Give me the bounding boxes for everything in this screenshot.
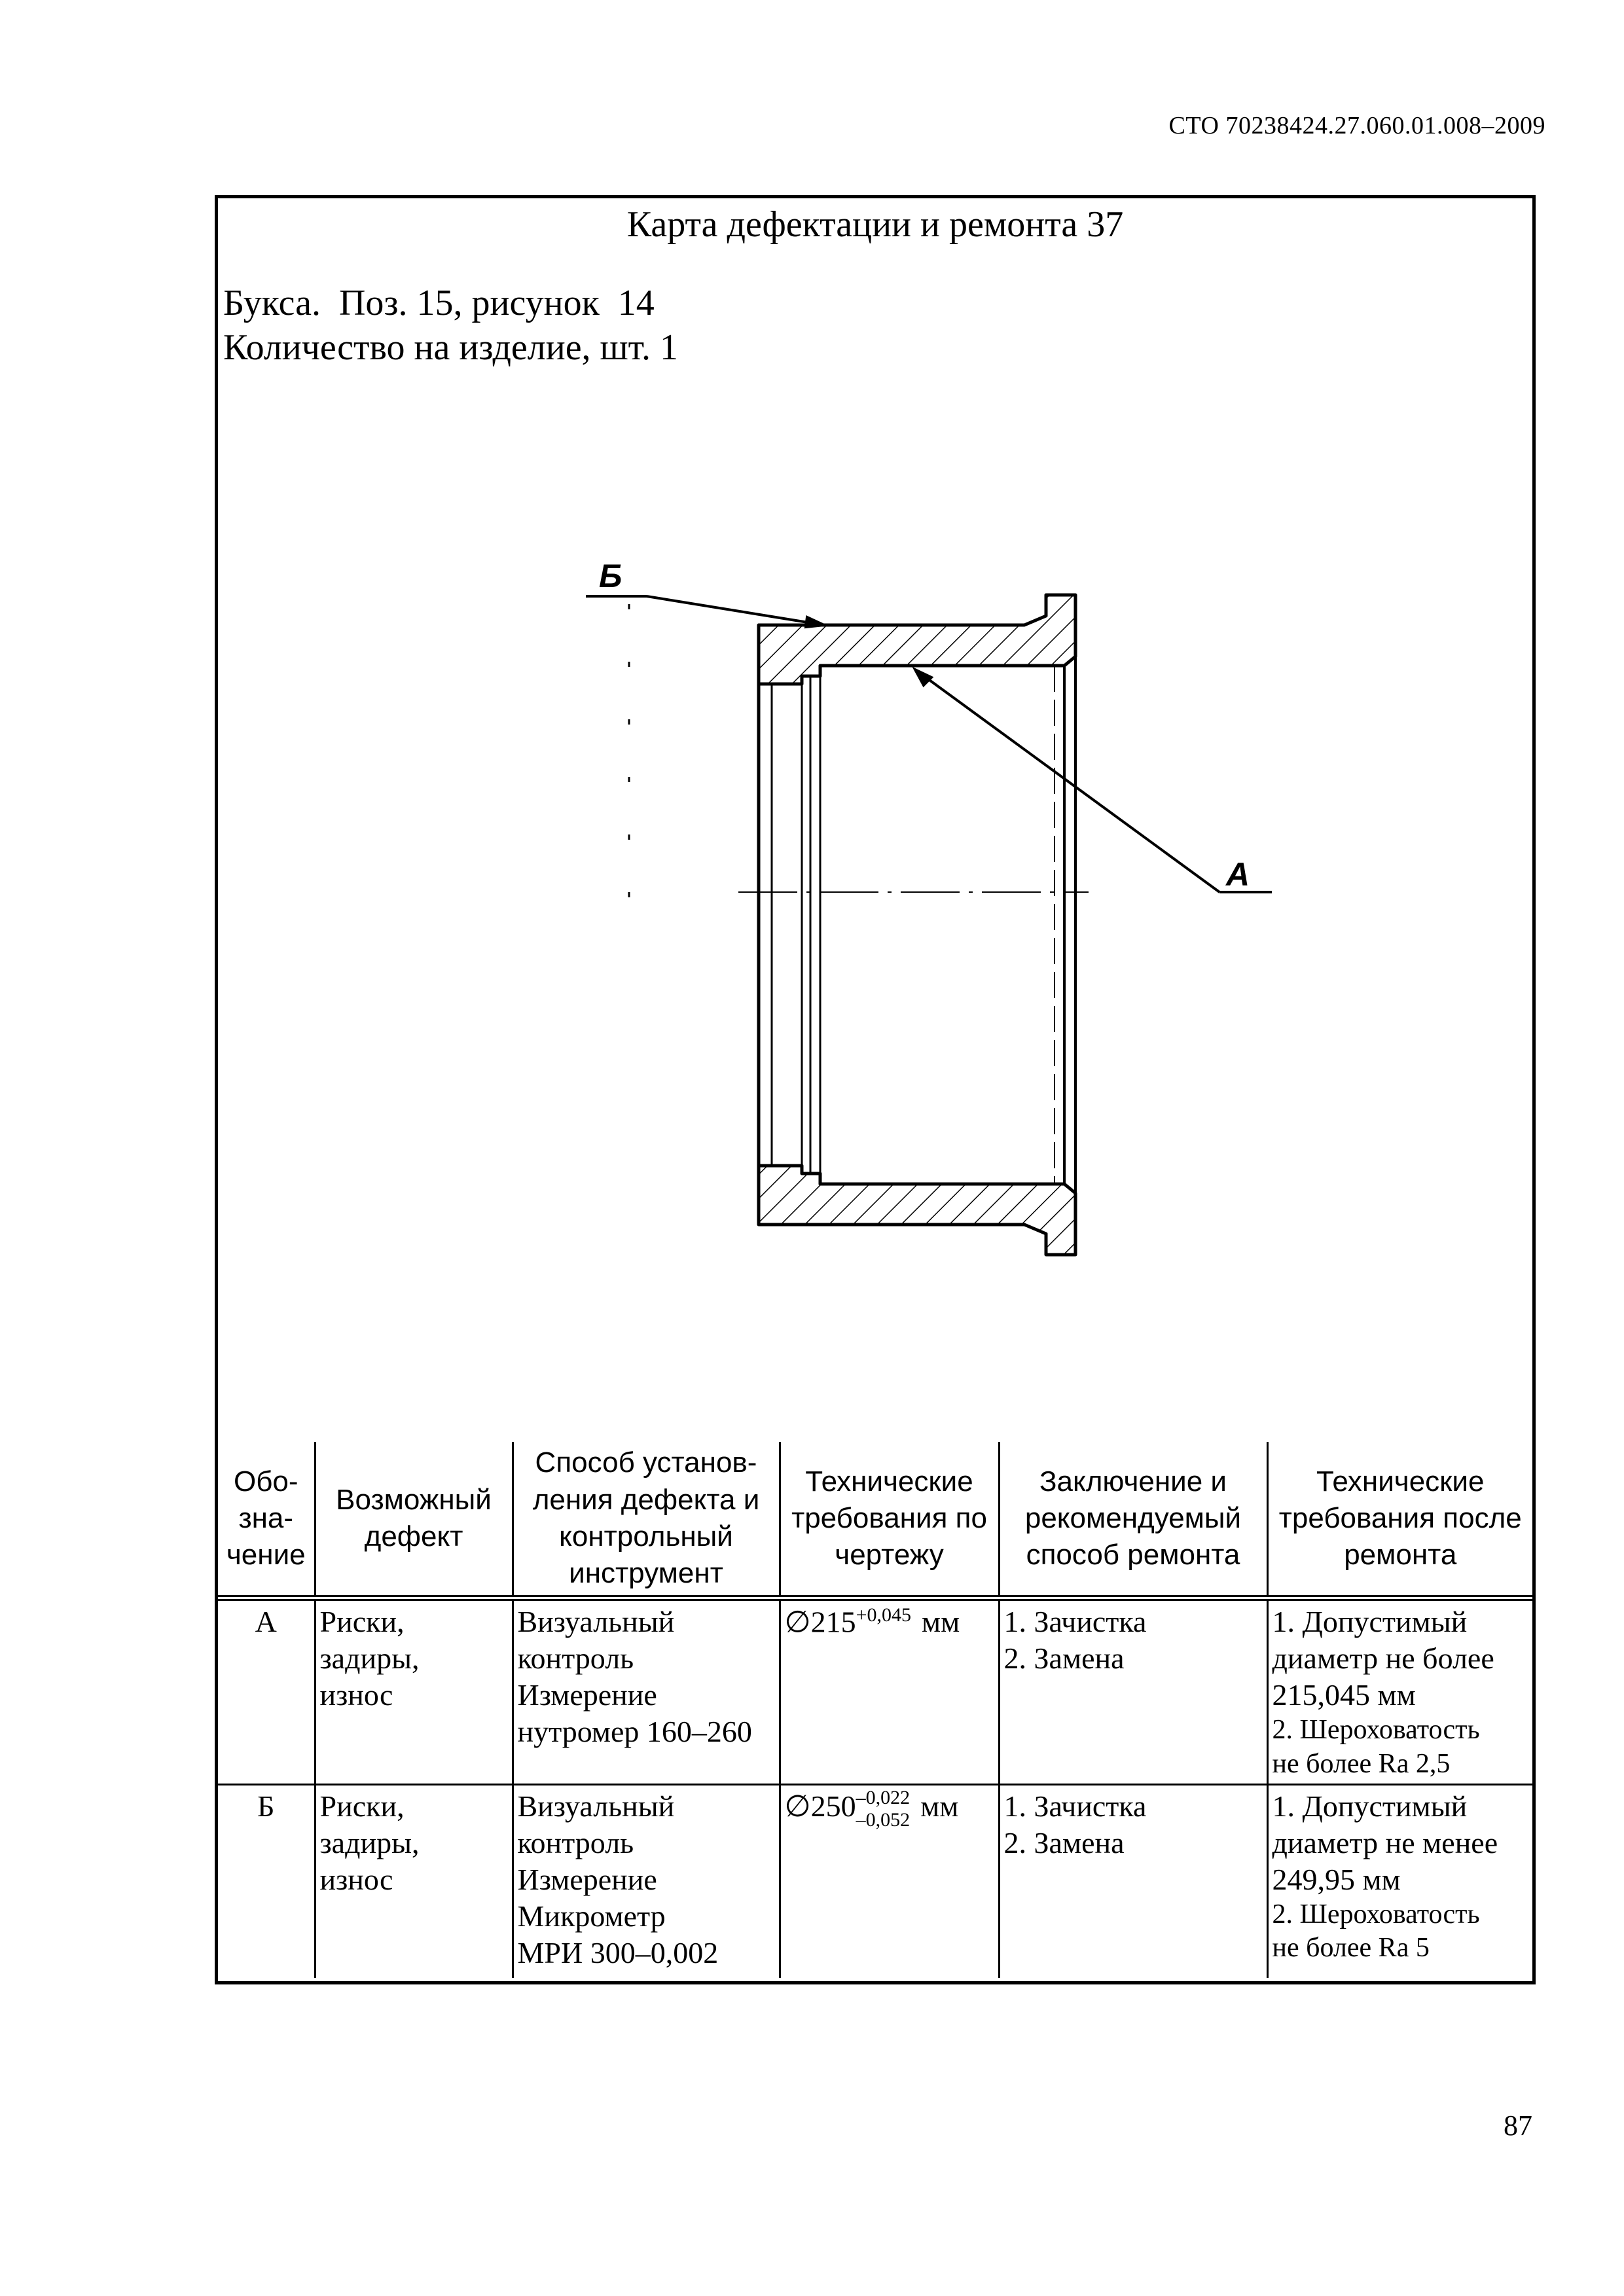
table-header-row	[218, 1442, 1532, 1598]
row-b-defect-line: износ	[319, 1863, 393, 1897]
bushing-drawing	[218, 198, 1532, 1435]
header-drawing-requirements	[780, 1442, 999, 1598]
card-title: Карта дефектации и ремонта 37	[626, 204, 1124, 245]
row-a-defect-line: Риски,	[319, 1605, 405, 1638]
row-a-defect	[315, 1598, 513, 1785]
header-drawing-requirements-text: Технические требования по чертежу	[791, 1465, 987, 1571]
row-b-method-line: контроль	[517, 1825, 634, 1859]
table-row	[218, 1784, 1532, 1978]
row-a-after-repair	[1267, 1598, 1532, 1785]
defect-table	[218, 1442, 1532, 1978]
row-a-method-line: Визуальный	[517, 1605, 675, 1638]
header-method-text: Способ установ- ления дефекта и контрольный инструмент	[532, 1446, 760, 1590]
row-b-tolerance-upper: –0,022	[856, 1786, 911, 1808]
row-a-defect-line: задиры,	[319, 1641, 420, 1676]
table-row	[218, 1598, 1532, 1785]
row-b-defect-line: Риски,	[319, 1789, 405, 1823]
row-b-tolerance-lower: –0,052	[856, 1808, 911, 1831]
row-a-after-line: 215,045 мм	[1272, 1678, 1416, 1712]
header-designation	[218, 1442, 315, 1598]
row-b-repair	[999, 1784, 1267, 1978]
row-a-repair-line: 1. Зачистка	[1003, 1605, 1147, 1638]
row-a-after-line: 2. Шероховатость	[1272, 1715, 1480, 1746]
header-method	[513, 1442, 780, 1598]
row-b-method-line: Измерение	[517, 1863, 657, 1897]
row-a-unit: мм	[922, 1605, 960, 1639]
row-a-tolerance-upper: +0,045	[856, 1604, 911, 1626]
row-b-repair-line: 1. Зачистка	[1003, 1789, 1147, 1823]
row-a-method-line: нутромер 160–260	[517, 1715, 752, 1749]
row-a-mark: А	[218, 1598, 315, 1785]
defect-card-frame	[215, 195, 1536, 1984]
row-b-method-line: МРИ 300–0,002	[517, 1936, 719, 1970]
row-a-after-line: диаметр не более	[1272, 1641, 1494, 1676]
row-b-after-line: 1. Допустимый	[1272, 1789, 1468, 1823]
header-defect-text: Возможный дефект	[336, 1483, 492, 1552]
row-a-after-line: не более Ra 2,5	[1272, 1748, 1451, 1779]
row-a-requirement	[780, 1598, 999, 1785]
part-description: Букса. Поз. 15, рисунок 14	[223, 283, 655, 323]
header-designation-text: Обо- зна- чение	[226, 1465, 306, 1571]
row-b-requirement	[780, 1784, 999, 1978]
row-a-method-line: контроль	[517, 1641, 634, 1676]
quantity-line: Количество на изделие, шт. 1	[223, 327, 678, 368]
header-defect	[315, 1442, 513, 1598]
row-a-after-line: 1. Допустимый	[1272, 1605, 1468, 1638]
label-b: Б	[599, 558, 623, 594]
document-code: СТО 70238424.27.060.01.008–2009	[1168, 112, 1545, 139]
row-b-method-line: Микрометр	[517, 1899, 666, 1933]
row-b-after-line: не более Ra 5	[1272, 1933, 1430, 1964]
bushing-section	[751, 200, 1075, 1255]
row-a-repair-line: 2. Замена	[1003, 1641, 1125, 1676]
row-b-after-line: диаметр не менее	[1272, 1825, 1498, 1859]
row-b-diameter: ∅250	[784, 1789, 856, 1823]
row-a-method	[513, 1598, 780, 1785]
row-b-repair-line: 2. Замена	[1003, 1825, 1125, 1859]
label-a: А	[1226, 856, 1250, 893]
row-b-after-repair	[1267, 1784, 1532, 1978]
row-b-unit: мм	[920, 1789, 959, 1823]
header-repair-method-text: Заключение и рекомендуемый способ ремонта	[1024, 1465, 1242, 1571]
row-b-defect	[315, 1784, 513, 1978]
row-b-defect-line: задиры,	[319, 1825, 420, 1859]
leader-a	[915, 670, 1272, 892]
row-a-diameter: ∅215	[784, 1605, 856, 1639]
row-b-tolerance	[856, 1788, 911, 1830]
row-b-method	[513, 1784, 780, 1978]
row-b-after-line: 249,95 мм	[1272, 1863, 1401, 1897]
leader-b	[586, 596, 824, 627]
header-after-repair-text: Технические требования после ремонта	[1278, 1465, 1522, 1571]
row-b-method-line: Визуальный	[517, 1789, 675, 1823]
header-repair-method	[999, 1442, 1267, 1598]
row-b-after-line: 2. Шероховатость	[1272, 1899, 1480, 1930]
row-a-method-line: Измерение	[517, 1678, 657, 1712]
row-a-defect-line: износ	[319, 1678, 393, 1712]
row-a-repair	[999, 1598, 1267, 1785]
page-number: 87	[1504, 2109, 1532, 2142]
header-after-repair	[1267, 1442, 1532, 1598]
row-b-mark: Б	[218, 1784, 315, 1978]
